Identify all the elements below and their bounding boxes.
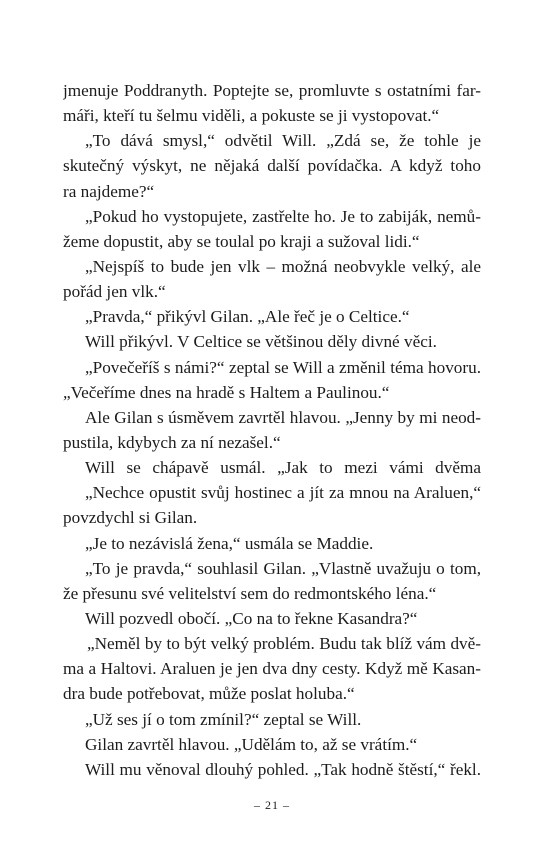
text-line: „Pokud ho vystopujete, zastřelte ho. Je to zabiják, nemů- <box>85 206 481 226</box>
text-line: „Pravda,“ přikývl Gilan. „Ale řeč je o Celtice.“ <box>85 307 410 327</box>
text-line: ra najdeme?“ <box>63 181 155 201</box>
text-line: „Neměl by to být velký problém. Budu tak blíž vám dvě- <box>87 634 481 654</box>
text-line: „Povečeříš s námi?“ zeptal se Will a změnil téma hovoru. <box>85 357 481 377</box>
text-line: pustila, kdybych za ní nezašel.“ <box>63 432 281 452</box>
text-line: Gilan zavrtěl hlavou. „Udělám to, až se vrátím.“ <box>85 734 418 754</box>
text-line: Will se chápavě usmál. „Jak to mezi vámi dvěma <box>85 458 481 478</box>
text-line: dra bude potřebovat, může poslat holuba.“ <box>63 684 355 704</box>
text-line: ma a Haltovi. Araluen je jen dva dny cesty. Když mě Kasan- <box>63 659 481 679</box>
text-line: že přesunu své velitelství sem do redmontského léna.“ <box>63 583 437 603</box>
text-line: Will přikývl. V Celtice se většinou děly divné věci. <box>85 332 437 352</box>
text-line: Ale Gilan s úsměvem zavrtěl hlavou. „Jenny by mi neod- <box>85 407 481 427</box>
text-line: „Nechce opustit svůj hostinec a jít za mnou na Araluen,“ <box>85 483 481 503</box>
text-line: povzdychl si Gilan. <box>63 508 198 528</box>
text-line: máři, kteří tu šelmu viděli, a pokuste se ji vystopovat.“ <box>63 106 440 126</box>
text-line: Will pozvedl obočí. „Co na to řekne Kasandra?“ <box>85 608 418 628</box>
text-line: „To je pravda,“ souhlasil Gilan. „Vlastně uvažuju o tom, <box>85 558 481 578</box>
text-line: Will mu věnoval dlouhý pohled. „Tak hodně štěstí,“ řekl. <box>85 759 481 779</box>
text-line: „Večeříme dnes na hradě s Haltem a Paulinou.“ <box>63 382 390 402</box>
page-number: – 21 – <box>254 798 290 812</box>
text-line: „Už ses jí o tom zmínil?“ zeptal se Will. <box>85 709 362 729</box>
text-line: „To dává smysl,“ odvětil Will. „Zdá se, že tohle je <box>85 131 481 151</box>
text-line: „Je to nezávislá žena,“ usmála se Maddie. <box>85 533 374 553</box>
body-text <box>63 78 481 782</box>
text-line: „Nejspíš to bude jen vlk – možná neobvykle velký, ale <box>85 256 481 276</box>
text-line: žeme dopustit, aby se toulal po kraji a sužoval lidi.“ <box>63 231 420 251</box>
text-line: pořád jen vlk.“ <box>63 282 166 302</box>
text-line: jmenuje Poddranyth. Poptejte se, promluvte s ostatními far- <box>63 81 481 100</box>
text-line: skutečný výskyt, ne nějaká další povídačka. A když toho <box>63 156 481 176</box>
